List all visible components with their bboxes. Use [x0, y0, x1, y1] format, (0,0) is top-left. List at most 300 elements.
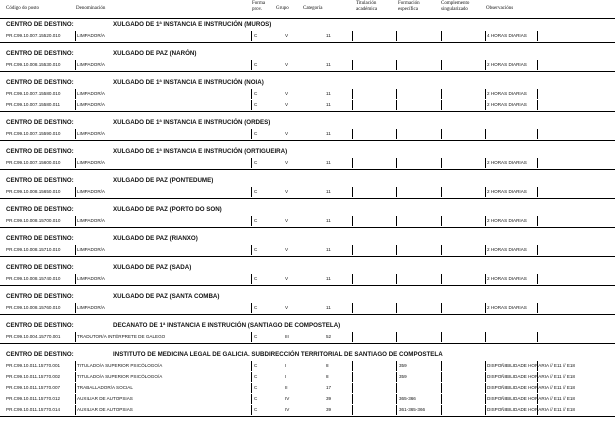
- column-divider: [75, 332, 76, 342]
- cell-denominacion: TRADUTOR/A INTÉRPRETE DE GALEGO: [77, 334, 166, 339]
- column-divider: [75, 60, 76, 70]
- column-divider: [352, 394, 353, 404]
- column-divider: [75, 100, 76, 110]
- column-divider: [441, 303, 442, 313]
- header-complemento-line2: singularizado: [441, 7, 468, 12]
- column-divider: [352, 216, 353, 226]
- cell-formacion: 359: [399, 374, 407, 379]
- cell-denominacion: LIMPADOR/A: [77, 189, 105, 194]
- cell-forma: C: [254, 305, 258, 310]
- column-divider: [75, 216, 76, 226]
- centre-label: CENTRO DE DESTINO:: [6, 148, 74, 155]
- column-divider: [441, 332, 442, 342]
- column-divider: [537, 245, 538, 255]
- cell-formacion: 359: [399, 363, 407, 368]
- column-divider: [537, 100, 538, 110]
- cell-observacions: DISPOÑIBILIDADE HORARIA // E11 // E18: [487, 385, 575, 390]
- cell-denominacion: LIMPADOR/A: [77, 102, 105, 107]
- column-divider: [75, 394, 76, 404]
- section-divider: [0, 343, 615, 344]
- cell-codigo: PR.C99.10.011.15770.014: [6, 407, 61, 412]
- table-row: [6, 393, 609, 404]
- column-divider: [537, 89, 538, 99]
- column-divider: [75, 89, 76, 99]
- column-divider: [537, 274, 538, 284]
- column-divider: [441, 187, 442, 197]
- cell-codigo: PR.C99.10.011.15770.007: [6, 385, 61, 390]
- centre-heading: [6, 118, 609, 127]
- cell-denominacion: LIMPADOR/A: [77, 131, 105, 136]
- cell-categoria: 11: [326, 189, 331, 194]
- centre-label: CENTRO DE DESTINO:: [6, 21, 74, 28]
- column-divider: [485, 303, 486, 313]
- cell-codigo: PR.C99.10.011.15770.002: [6, 374, 61, 379]
- header-forma-line1: Forma: [252, 1, 266, 6]
- column-divider: [352, 31, 353, 41]
- centre-heading: [6, 234, 609, 243]
- column-divider: [396, 332, 397, 342]
- column-divider: [396, 129, 397, 139]
- cell-denominacion: LIMPADOR/A: [77, 91, 105, 96]
- cell-codigo: PR.C99.10.007.15580.011: [6, 102, 61, 107]
- cell-categoria: 8: [326, 363, 329, 368]
- cell-codigo: PR.C99.10.008.15710.010: [6, 247, 61, 252]
- column-divider: [485, 129, 486, 139]
- column-divider: [251, 31, 252, 41]
- column-divider: [251, 361, 252, 371]
- section-divider: [0, 256, 615, 257]
- column-divider: [251, 332, 252, 342]
- cell-forma: C: [254, 218, 258, 223]
- cell-codigo: PR.C99.10.008.15700.010: [6, 218, 61, 223]
- centre-name: XULGADO DE PAZ (RIANXO): [113, 235, 198, 242]
- column-divider: [75, 187, 76, 197]
- cell-forma: C: [254, 247, 258, 252]
- header-formacion-line1: Formación: [398, 1, 420, 6]
- centre-label: CENTRO DE DESTINO:: [6, 206, 74, 213]
- column-divider: [537, 394, 538, 404]
- column-divider: [352, 405, 353, 415]
- cell-grupo: IV: [285, 407, 290, 412]
- cell-grupo: V: [285, 33, 289, 38]
- table-row: [6, 88, 609, 99]
- header-observacions: Observacións: [486, 6, 514, 11]
- cell-formacion: 365-366: [399, 396, 416, 401]
- column-divider: [396, 274, 397, 284]
- cell-categoria: 11: [326, 305, 331, 310]
- centre-label: CENTRO DE DESTINO:: [6, 177, 74, 184]
- cell-forma: C: [254, 334, 258, 339]
- column-divider: [485, 361, 486, 371]
- column-divider: [251, 129, 252, 139]
- column-divider: [396, 158, 397, 168]
- table-row: [6, 404, 609, 415]
- cell-categoria: 8: [326, 374, 329, 379]
- cell-denominacion: LIMPADOR/A: [77, 276, 105, 281]
- cell-codigo: PR.C99.10.008.15760.010: [6, 305, 61, 310]
- cell-categoria: 39: [326, 396, 332, 401]
- cell-grupo: V: [285, 189, 289, 194]
- column-divider: [537, 332, 538, 342]
- column-divider: [485, 89, 486, 99]
- column-divider: [75, 245, 76, 255]
- column-divider: [396, 405, 397, 415]
- cell-categoria: 11: [326, 276, 331, 281]
- section-divider: [0, 71, 615, 72]
- column-divider: [441, 372, 442, 382]
- column-divider: [537, 216, 538, 226]
- column-divider: [485, 158, 486, 168]
- centre-heading: [6, 20, 609, 29]
- header-formacion-line2: específica: [398, 7, 418, 12]
- column-divider: [396, 303, 397, 313]
- column-divider: [537, 405, 538, 415]
- column-divider: [396, 245, 397, 255]
- centre-label: CENTRO DE DESTINO:: [6, 50, 74, 57]
- table-row: [6, 273, 609, 284]
- cell-codigo: PR.C99.10.011.15770.001: [6, 363, 61, 368]
- table-row: [6, 99, 609, 110]
- column-divider: [75, 158, 76, 168]
- cell-forma: C: [254, 102, 258, 107]
- cell-codigo: PR.C99.10.008.15740.010: [6, 276, 61, 281]
- cell-denominacion: AUXILIAR DE AUTOPSIAS: [77, 407, 133, 412]
- section-divider: [0, 140, 615, 141]
- cell-forma: C: [254, 374, 258, 379]
- column-divider: [251, 303, 252, 313]
- cell-grupo: I: [285, 363, 287, 368]
- cell-denominacion: LIMPADOR/A: [77, 160, 105, 165]
- column-divider: [396, 89, 397, 99]
- cell-observacions: 2 HORAS DIARIAS: [487, 276, 527, 281]
- table-row: [6, 157, 609, 168]
- centre-label: CENTRO DE DESTINO:: [6, 235, 74, 242]
- centre-label: CENTRO DE DESTINO:: [6, 351, 74, 358]
- column-divider: [537, 383, 538, 393]
- column-divider: [537, 158, 538, 168]
- column-divider: [537, 129, 538, 139]
- column-divider: [251, 394, 252, 404]
- cell-codigo: PR.C99.10.011.15770.012: [6, 396, 61, 401]
- column-divider: [251, 100, 252, 110]
- centre-heading: [6, 78, 609, 87]
- cell-categoria: 52: [326, 334, 332, 339]
- column-divider: [537, 303, 538, 313]
- cell-codigo: PR.C99.10.007.15520.010: [6, 33, 61, 38]
- column-divider: [396, 383, 397, 393]
- column-divider: [75, 274, 76, 284]
- cell-forma: C: [254, 407, 258, 412]
- column-divider: [485, 394, 486, 404]
- column-divider: [251, 158, 252, 168]
- cell-denominacion: LIMPADOR/A: [77, 247, 105, 252]
- cell-denominacion: LIMPADOR/A: [77, 62, 105, 67]
- table-row: [6, 215, 609, 226]
- cell-grupo: V: [285, 160, 289, 165]
- cell-categoria: 11: [326, 33, 331, 38]
- section-divider: [0, 227, 615, 228]
- cell-grupo: V: [285, 62, 289, 67]
- column-divider: [396, 394, 397, 404]
- table-row: [6, 59, 609, 70]
- centre-label: CENTRO DE DESTINO:: [6, 264, 74, 271]
- cell-categoria: 39: [326, 407, 332, 412]
- cell-categoria: 11: [326, 218, 331, 223]
- column-divider: [352, 129, 353, 139]
- header-grupo: Grupo: [276, 6, 289, 11]
- cell-grupo: V: [285, 91, 289, 96]
- cell-observacions: DISPOÑIBILIDADE HORARIA // E11 // E18: [487, 363, 575, 368]
- column-divider: [251, 89, 252, 99]
- cell-denominacion: LIMPADOR/A: [77, 218, 105, 223]
- column-divider: [441, 60, 442, 70]
- cell-grupo: I: [285, 374, 287, 379]
- cell-denominacion: LIMPADOR/A: [77, 33, 105, 38]
- table-row: [6, 302, 609, 313]
- centre-heading: [6, 263, 609, 272]
- cell-grupo: V: [285, 305, 289, 310]
- table-row: [6, 244, 609, 255]
- column-divider: [537, 60, 538, 70]
- column-divider: [441, 405, 442, 415]
- column-divider: [441, 394, 442, 404]
- centre-heading: [6, 321, 609, 330]
- cell-categoria: 11: [326, 131, 331, 136]
- cell-observacions: 2 HORAS DIARIAS: [487, 102, 527, 107]
- cell-codigo: PR.C99.10.008.15530.010: [6, 62, 61, 67]
- column-divider: [251, 383, 252, 393]
- table-row: [6, 382, 609, 393]
- column-divider: [396, 60, 397, 70]
- section-divider: [0, 198, 615, 199]
- cell-observacions: DISPOÑIBILIDADE HORARIA // E11 // E18: [487, 396, 575, 401]
- column-divider: [485, 187, 486, 197]
- header-forma-line2: prov.: [252, 7, 263, 12]
- column-divider: [441, 100, 442, 110]
- cell-categoria: 11: [326, 62, 331, 67]
- cell-observacions: DISPOÑIBILIDADE HORARIA // E11 // E18: [487, 407, 575, 412]
- centre-name: XULGADO DE 1ª INSTANCIA E INSTRUCIÓN (NOIA): [113, 79, 264, 86]
- column-divider: [352, 100, 353, 110]
- column-divider: [251, 216, 252, 226]
- centre-name: XULGADO DE 1ª INSTANCIA E INSTRUCIÓN (ORTIGUEIRA): [113, 148, 288, 155]
- centre-name: XULGADO DE PAZ (SADA): [113, 264, 192, 271]
- cell-categoria: 11: [326, 91, 331, 96]
- cell-grupo: IV: [285, 396, 290, 401]
- cell-formacion: 361-365-366: [399, 407, 426, 412]
- section-divider: [0, 314, 615, 315]
- column-divider: [352, 383, 353, 393]
- column-divider: [352, 274, 353, 284]
- table-row: [6, 360, 609, 371]
- column-divider: [441, 216, 442, 226]
- column-divider: [485, 332, 486, 342]
- cell-forma: C: [254, 62, 258, 67]
- column-divider: [352, 303, 353, 313]
- cell-forma: C: [254, 33, 258, 38]
- column-divider: [485, 372, 486, 382]
- centre-heading: [6, 176, 609, 185]
- table-row: [6, 30, 609, 41]
- column-divider: [441, 89, 442, 99]
- column-divider: [396, 187, 397, 197]
- cell-forma: C: [254, 160, 258, 165]
- table-row: [6, 371, 609, 382]
- column-divider: [537, 31, 538, 41]
- column-divider: [75, 303, 76, 313]
- header-titulacion-line1: Titulación: [356, 1, 377, 6]
- cell-observacions: 2 HORAS DIARIAS: [487, 305, 527, 310]
- centre-name: XULGADO DE PAZ (PORTO DO SON): [113, 206, 222, 213]
- cell-observacions: 2 HORAS DIARIAS: [487, 247, 527, 252]
- cell-forma: C: [254, 131, 258, 136]
- column-divider: [485, 405, 486, 415]
- column-divider: [251, 274, 252, 284]
- cell-codigo: PR.C99.10.008.15650.010: [6, 189, 61, 194]
- cell-denominacion: TITULADO/A SUPERIOR PSICÓLOGO/A: [77, 363, 163, 368]
- centre-name: XULGADO DE 1ª INSTANCIA E INSTRUCIÓN (MUROS): [113, 21, 272, 28]
- column-divider: [441, 361, 442, 371]
- section-divider: [0, 285, 615, 286]
- column-divider: [75, 372, 76, 382]
- centre-heading: [6, 49, 609, 58]
- centre-label: CENTRO DE DESTINO:: [6, 119, 74, 126]
- column-divider: [251, 245, 252, 255]
- section-divider: [0, 169, 615, 170]
- cell-denominacion: TRABALLADOR/A SOCIAL: [77, 385, 133, 390]
- section-divider: [0, 42, 615, 43]
- column-divider: [441, 158, 442, 168]
- column-divider: [75, 361, 76, 371]
- centre-heading: [6, 350, 609, 359]
- column-divider: [75, 31, 76, 41]
- column-divider: [396, 31, 397, 41]
- cell-denominacion: TITULADO/A SUPERIOR PSICÓLOGO/A: [77, 374, 163, 379]
- column-divider: [251, 405, 252, 415]
- cell-categoria: 11: [326, 160, 331, 165]
- centre-name: XULGADO DE 1ª INSTANCIA E INSTRUCIÓN (ORDES): [113, 119, 271, 126]
- column-divider: [441, 383, 442, 393]
- cell-grupo: V: [285, 276, 289, 281]
- centre-label: CENTRO DE DESTINO:: [6, 293, 74, 300]
- column-divider: [352, 372, 353, 382]
- cell-grupo: V: [285, 247, 289, 252]
- cell-categoria: 17: [326, 385, 332, 390]
- column-divider: [75, 405, 76, 415]
- cell-categoria: 11: [326, 102, 331, 107]
- column-divider: [537, 187, 538, 197]
- section-divider: [0, 111, 615, 112]
- table-row: [6, 128, 609, 139]
- centre-heading: [6, 147, 609, 156]
- cell-grupo: II: [285, 385, 288, 390]
- header-complemento-line1: Complemento: [441, 1, 470, 6]
- column-divider: [352, 60, 353, 70]
- column-divider: [396, 361, 397, 371]
- cell-forma: C: [254, 189, 258, 194]
- cell-grupo: V: [285, 218, 289, 223]
- cell-grupo: III: [285, 334, 289, 339]
- cell-grupo: V: [285, 131, 289, 136]
- cell-forma: C: [254, 396, 258, 401]
- column-divider: [485, 274, 486, 284]
- centre-label: CENTRO DE DESTINO:: [6, 322, 74, 329]
- header-denominacion: Denominación: [76, 6, 106, 11]
- column-divider: [441, 129, 442, 139]
- centre-name: XULGADO DE PAZ (PONTEDUME): [113, 177, 214, 184]
- cell-observacions: 2 HORAS DIARIAS: [487, 218, 527, 223]
- column-divider: [441, 274, 442, 284]
- cell-codigo: PR.C99.10.007.15590.010: [6, 131, 61, 136]
- column-divider: [441, 245, 442, 255]
- cell-forma: C: [254, 385, 258, 390]
- cell-forma: C: [254, 276, 258, 281]
- cell-codigo: PR.C99.10.007.15580.010: [6, 91, 61, 96]
- cell-denominacion: AUXILIAR DE AUTOPSIAS: [77, 396, 133, 401]
- column-divider: [485, 216, 486, 226]
- column-divider: [396, 372, 397, 382]
- column-divider: [352, 187, 353, 197]
- centre-name: XULGADO DE PAZ (NARÓN): [113, 50, 197, 57]
- column-divider: [396, 100, 397, 110]
- cell-observacions: 2 HORAS DIARIAS: [487, 91, 527, 96]
- header-categoria: Categoría: [303, 6, 323, 11]
- cell-forma: C: [254, 363, 258, 368]
- centre-heading: [6, 205, 609, 214]
- column-divider: [352, 245, 353, 255]
- column-divider: [485, 31, 486, 41]
- section-divider: [0, 416, 615, 417]
- column-divider: [75, 129, 76, 139]
- column-divider: [352, 361, 353, 371]
- cell-observacions: DISPOÑIBILIDADE HORARIA // E11 // E18: [487, 374, 575, 379]
- cell-codigo: PR.C99.10.004.15770.001: [6, 334, 61, 339]
- column-divider: [485, 383, 486, 393]
- column-divider: [251, 187, 252, 197]
- table-row: [6, 331, 609, 342]
- centre-name: XULGADO DE PAZ (SANTA COMBA): [113, 293, 220, 300]
- column-divider: [485, 245, 486, 255]
- column-divider: [485, 60, 486, 70]
- centre-label: CENTRO DE DESTINO:: [6, 79, 74, 86]
- column-divider: [537, 372, 538, 382]
- table-row: [6, 186, 609, 197]
- column-divider: [75, 383, 76, 393]
- table-header: [0, 0, 615, 19]
- cell-grupo: V: [285, 102, 289, 107]
- column-divider: [352, 89, 353, 99]
- centre-name: DECANATO DE 1ª INSTANCIA E INSTRUCIÓN (SANTIAGO DE COMPOSTELA): [113, 322, 341, 329]
- cell-observacions: 2 HORAS DIARIAS: [487, 189, 527, 194]
- column-divider: [485, 100, 486, 110]
- column-divider: [352, 332, 353, 342]
- cell-observacions: 4 HORAS DIARIAS: [487, 33, 527, 38]
- cell-observacions: 2 HORAS DIARIAS: [487, 160, 527, 165]
- header-codigo: Código do posto: [6, 6, 40, 11]
- column-divider: [352, 158, 353, 168]
- column-divider: [537, 361, 538, 371]
- cell-denominacion: LIMPADOR/A: [77, 305, 105, 310]
- cell-forma: C: [254, 91, 258, 96]
- column-divider: [251, 372, 252, 382]
- header-titulacion-line2: académica: [356, 7, 378, 12]
- cell-observacions: 2 HORAS DIARIAS: [487, 62, 527, 67]
- cell-codigo: PR.C99.10.007.15600.010: [6, 160, 61, 165]
- cell-categoria: 11: [326, 247, 331, 252]
- centre-name: INSTITUTO DE MEDICINA LEGAL DE GALICIA. SUBDIRECCIÓN TERRITORIAL DE SANTIAGO DE COMPOSTELA: [113, 351, 443, 358]
- column-divider: [251, 60, 252, 70]
- column-divider: [441, 31, 442, 41]
